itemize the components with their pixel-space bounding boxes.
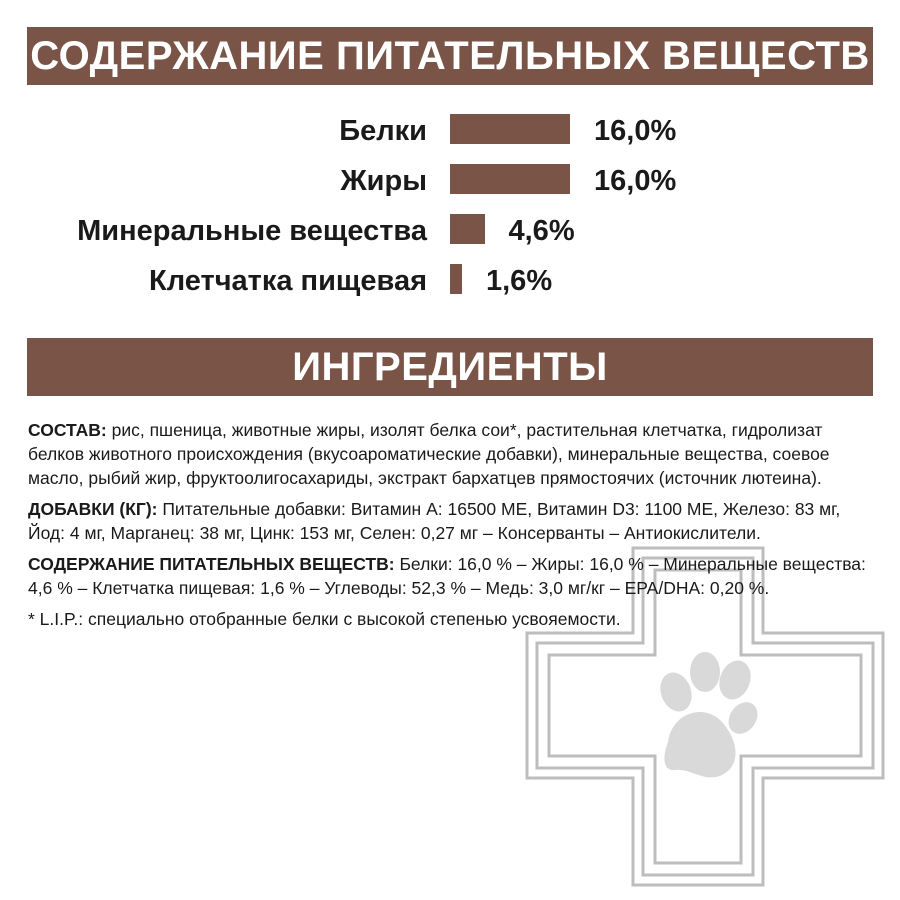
nutrient-label: Белки [339,115,427,147]
composition-text: рис, пшеница, животные жиры, изолят белка сои*, растительная клетчатка, гидролизат белков животного происхождения (вкусоароматические добавки), минеральные вещества, соевое масло, рыбий жир, фруктоолигосахариды, экстракт бархатцев прямостоячих (источник лютеина). [28,420,830,488]
nutrients-header: СОДЕРЖАНИЕ ПИТАТЕЛЬНЫХ ВЕЩЕСТВ [27,27,873,85]
nutrient-bar [450,264,462,294]
composition-paragraph [28,418,876,490]
nutrient-bar [450,164,570,194]
nutrient-label: Клетчатка пищевая [149,265,427,297]
composition-label: СОСТАВ: [28,420,107,440]
footnote: * L.I.P.: специально отобранные белки с высокой степенью усвояемости. [28,609,621,629]
nutrient-content-paragraph [28,552,876,600]
nutrient-value: 16,0% [594,165,677,197]
nutrient-bar [450,214,485,244]
nutrient-row-fiber [0,259,900,303]
ingredients-text [28,418,876,638]
nutrient-row-fat [0,159,900,203]
additives-paragraph [28,497,876,545]
nutrient-bar [450,114,570,144]
nutrient-content-label: СОДЕРЖАНИЕ ПИТАТЕЛЬНЫХ ВЕЩЕСТВ: [28,554,395,574]
nutrient-row-minerals [0,209,900,253]
nutrient-value: 16,0% [594,115,677,147]
nutrient-value: 1,6% [486,265,553,297]
additives-label: ДОБАВКИ (КГ): [28,499,158,519]
nutrient-row-protein [0,109,900,153]
additives-text: Питательные добавки: Витамин А: 16500 МЕ, Витамин D3: 1100 МЕ, Железо: 83 мг, Йод: 4 мг, Марганец: 38 мг, Цинк: 153 мг, Селен: 0,27 мг – Консерванты – Антиокислители. [28,499,841,543]
nutrient-value: 4,6% [508,215,575,247]
paw-icon [655,652,763,777]
nutrient-content-text: Белки: 16,0 % – Жиры: 16,0 % – Минеральные вещества: 4,6 % – Клетчатка пищевая: 1,6 % – Углеводы: 52,3 % – Медь: 3,0 мг/кг – EPA/DHA: 0,20 %. [28,554,866,598]
nutrient-label: Жиры [340,165,427,197]
ingredients-header: ИНГРЕДИЕНТЫ [27,338,873,396]
nutrient-label: Минеральные вещества [77,215,427,247]
